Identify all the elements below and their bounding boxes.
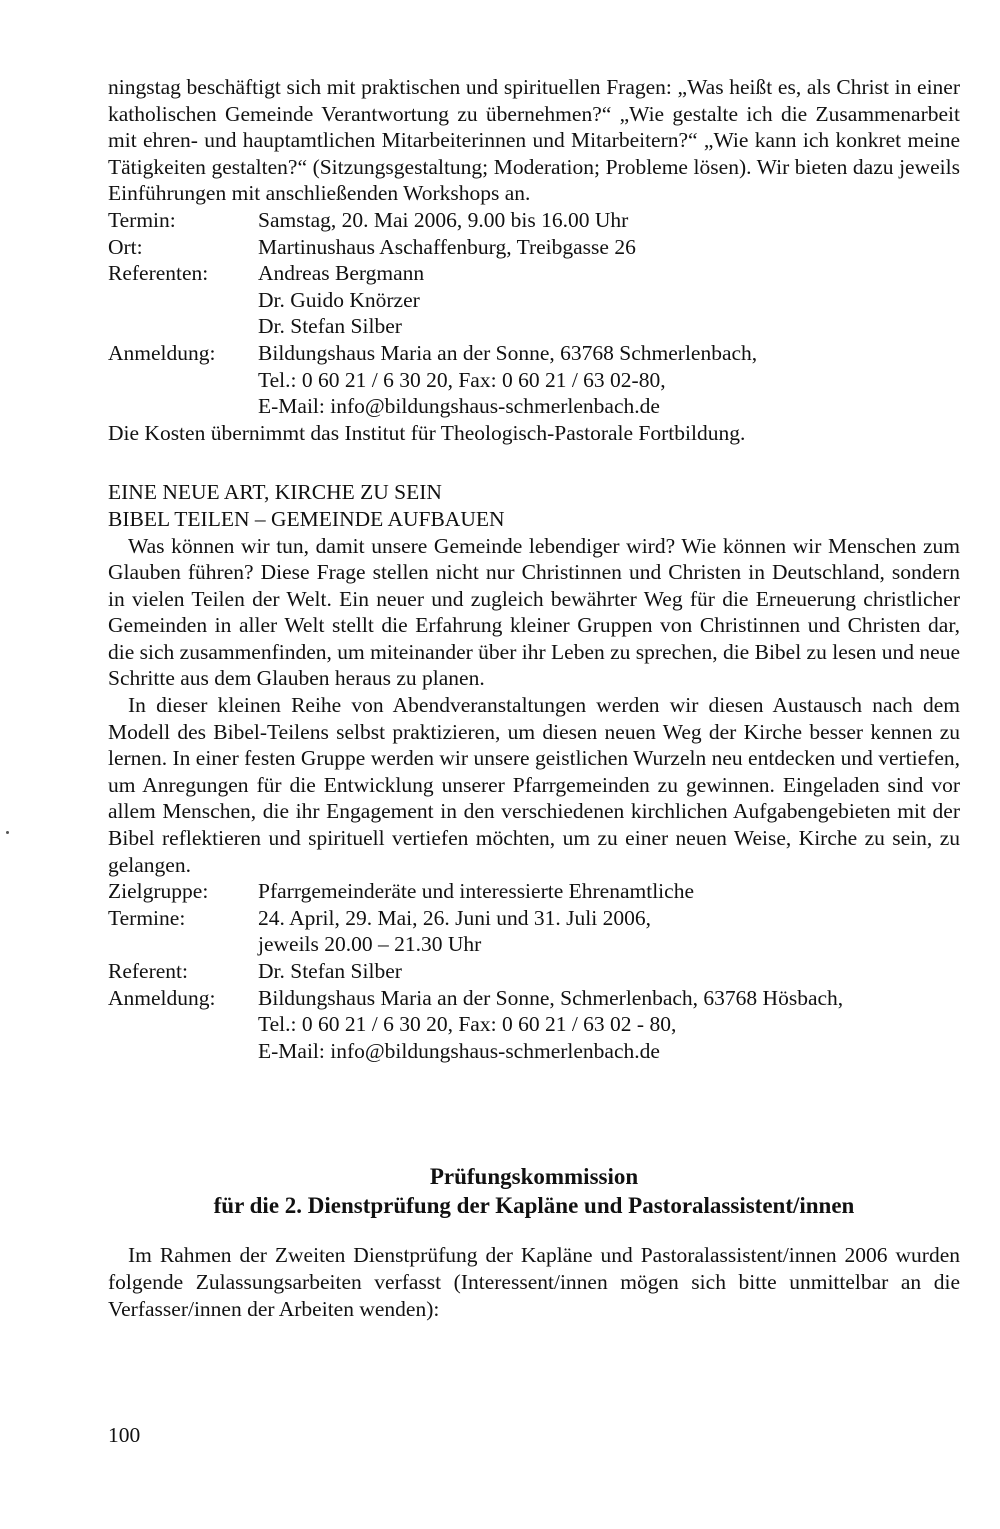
zielgruppe-value: Pfarrgemeinderäte und interessierte Ehrenamtliche (258, 879, 694, 904)
event1-ort-row (108, 234, 960, 261)
referent-name: Dr. Stefan Silber (258, 314, 402, 339)
termin-label: Termin: (108, 207, 176, 232)
anmeldung-label: Anmeldung: (108, 985, 216, 1010)
anmeldung-address: Bildungshaus Maria an der Sonne, 63768 Schmerlenbach, (258, 340, 758, 365)
section3-paragraph: Im Rahmen der Zweiten Dienstprüfung der Kapläne und Pastoralassistent/innen 2006 wurden folgende Zulassungsarbeiten verfasst (Interessent/innen mögen sich bitte unmittelbar an die Verfasser/innen der Arbeiten wenden): (108, 1243, 960, 1321)
referent-name: Dr. Guido Knörzer (258, 287, 420, 312)
page-number: 100 (108, 1423, 141, 1447)
event1-details (108, 207, 960, 420)
section2-heading-line2: BIBEL TEILEN – GEMEINDE AUFBAUEN (108, 506, 505, 531)
event1-termin-row (108, 207, 960, 234)
event2-zielgruppe-row (108, 878, 960, 905)
event2-referent-row (108, 958, 960, 985)
termin-value: Samstag, 20. Mai 2006, 9.00 bis 16.00 Uhr (258, 207, 629, 232)
termine-label: Termine: (108, 905, 186, 930)
ort-label: Ort: (108, 234, 143, 259)
zielgruppe-label: Zielgruppe: (108, 879, 209, 904)
event1-referenten-row (108, 260, 960, 340)
section2-heading-line1: EINE NEUE ART, KIRCHE ZU SEIN (108, 480, 442, 505)
event1-anmeldung-row (108, 340, 960, 420)
termine-times: jeweils 20.00 – 21.30 Uhr (258, 932, 482, 957)
event2-termine-row (108, 905, 960, 958)
section2-paragraph2: In dieser kleinen Reihe von Abendveranstaltungen werden wir diesen Austausch nach dem Modell des Bibel-Teilens selbst praktizieren, um diesen neuen Weg der Kirche besser kennen zu lernen. In einer festen Gruppe werden wir unsere geistlichen Wurzeln neu entdecken und vertiefen, um Anregungen für die Entwicklung unserer Pfarrgemeinden zu gewinnen. Eingeladen sind vor allem Menschen, die ihr Engagement in den verschiedenen kirchlichen Aufgabengebieten mit der Bibel reflektieren und spirituell vertiefen möchten, um zu einer neuen Weise, Kirche zu sein, zu gelangen. (108, 693, 960, 877)
anmeldung-email: E-Mail: info@bildungshaus-schmerlenbach.de (258, 394, 660, 419)
section3-title-line2: für die 2. Dienstprüfung der Kapläne und Pastoralassistent/innen (213, 1193, 855, 1219)
termine-dates: 24. April, 29. Mai, 26. Juni und 31. Juli 2006, (258, 905, 651, 930)
referent-label: Referent: (108, 959, 188, 983)
event2-anmeldung-row (108, 985, 960, 1065)
anmeldung-address: Bildungshaus Maria an der Sonne, Schmerlenbach, 63768 Hösbach, (258, 985, 844, 1010)
anmeldung-phone: Tel.: 0 60 21 / 6 30 20, Fax: 0 60 21 / 63 02-80, (258, 367, 666, 392)
anmeldung-email: E-Mail: info@bildungshaus-schmerlenbach.de (258, 1038, 660, 1063)
event2-details (108, 878, 960, 1064)
section3-title-line1: Prüfungskommission (429, 1164, 639, 1190)
scan-speck (6, 831, 9, 834)
intro-paragraph: ningstag beschäftigt sich mit praktischen und spirituellen Fragen: „Was heißt es, als Christ in einer katholischen Gemeinde Verantwortung zu übernehmen?“ „Wie gestalte ich die Zusammenarbeit mit ehren- und hauptamtlichen Mitarbeiterinnen und Mitarbeitern?“ „Wie kann ich konkret meine Tätigkeiten gestalten?“ (Sitzungsgestaltung; Moderation; Probleme lösen). Wir bieten dazu jeweils Einführungen mit anschließenden Workshops an. (108, 75, 960, 206)
referent-value: Dr. Stefan Silber (258, 959, 402, 983)
kosten-note: Die Kosten übernimmt das Institut für Theologisch-Pastorale Fortbildung. (108, 420, 746, 445)
anmeldung-label: Anmeldung: (108, 340, 216, 365)
ort-value: Martinushaus Aschaffenburg, Treibgasse 26 (258, 234, 636, 259)
referent-name: Andreas Bergmann (258, 261, 425, 286)
referenten-label: Referenten: (108, 261, 209, 286)
section2-paragraph1: Was können wir tun, damit unsere Gemeinde lebendiger wird? Wie können wir Menschen zum Glauben führen? Diese Frage stellen nicht nur Christinnen und Christen in Deutschland, sondern in vielen Teilen der Welt. Ein neuer und zugleich bewährter Weg für die Erneuerung christlicher Gemeinden in aller Welt stellt die Erfahrung kleiner Gruppen von Christinnen und Christen dar, die sich zusammenfinden, um miteinander über ihr Leben zu sprechen, die Bibel zu lesen und neue Schritte aus dem Glauben heraus zu planen. (108, 533, 960, 691)
anmeldung-phone: Tel.: 0 60 21 / 6 30 20, Fax: 0 60 21 / 63 02 - 80, (258, 1012, 677, 1037)
page-content (108, 74, 960, 1322)
